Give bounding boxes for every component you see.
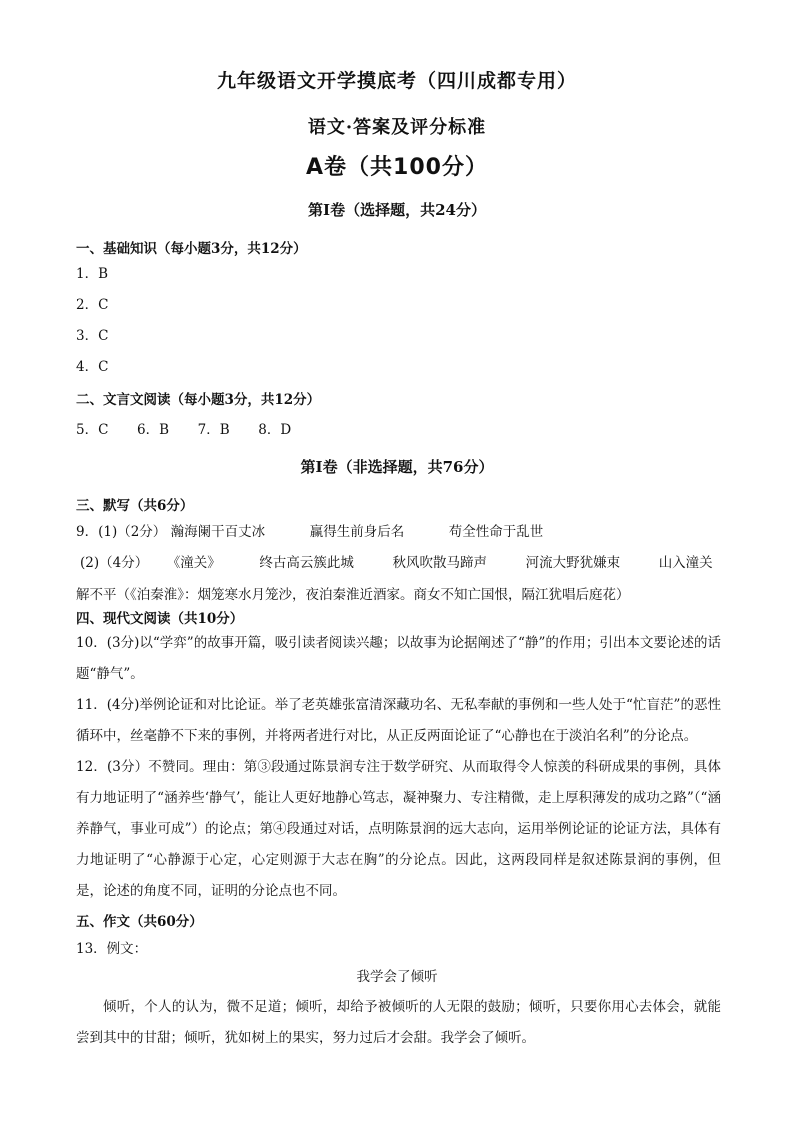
q12-answer: 12．(3分）不赞同。理由：第③段通过陈景润专注于数学研究、从而取得令人惊羡的科研成果的事例，具体有力地证明了“涵养些‘静气’，能让人更好地静心笃志，凝神聚力、专注精微，走上厚积薄发的成功之路”（“涵养静气，事业可成”）的论点；第④段通过对话，点明陈景润的远大志向，运用举例论证的论证方法，具体有力地证明了“心静源于心定，心定则源于大志在胸”的分论点。因此，这两段同样是叙述陈景润的事例，但是，论述的角度不同，证明的分论点也不同。 bbox=[76, 759, 721, 899]
answer-2: 2．C bbox=[76, 297, 109, 313]
q9-2-answer-c: 秋风吹散马蹄声 bbox=[392, 555, 487, 571]
q9-2-continuation: 解不平（《泊秦淮》：烟笼寒水月笼沙，夜泊秦淮近酒家。商女不知亡国恨，隔江犹唱后庭花） bbox=[76, 587, 630, 603]
q9-2-label: (2)（4分） bbox=[80, 555, 149, 571]
q10-answer: 10．(3分)以“学弈”的故事开篇，吸引读者阅读兴趣；以故事为论据阐述了“静”的作用；引出本文要论述的话题“静气”。 bbox=[76, 635, 721, 682]
q9-1-row bbox=[76, 520, 543, 540]
q13-label: 13．例文： bbox=[76, 941, 148, 957]
answer-6: 6．B bbox=[137, 422, 170, 438]
section1-heading: 一、基础知识（每小题3分，共12分） bbox=[76, 241, 307, 257]
section3-heading: 三、默写（共6分） bbox=[76, 498, 194, 514]
answers-5-8 bbox=[76, 418, 291, 438]
answer-7: 7．B bbox=[197, 422, 230, 438]
part2-title: 第Ⅰ卷（非选择题，共76分） bbox=[300, 458, 494, 476]
q9-1-answer-c: 苟全性命于乱世 bbox=[448, 524, 544, 540]
answer-5: 5．C bbox=[76, 422, 109, 438]
q9-2-answer-d: 河流大野犹嫌束 bbox=[525, 555, 621, 571]
section5-heading: 五、作文（共60分） bbox=[76, 914, 203, 930]
q9-2-answer-e: 山入潼关 bbox=[658, 555, 713, 571]
q9-1-label: 9．(1)（2分） bbox=[76, 524, 167, 540]
q9-1-answer-b: 赢得生前身后名 bbox=[309, 524, 405, 540]
essay-title: 我学会了倾听 bbox=[356, 969, 438, 985]
answer-8: 8．D bbox=[258, 422, 292, 438]
volume-title: A卷（共100分） bbox=[306, 155, 488, 180]
exam-title: 九年级语文开学摸底考（四川成都专用） bbox=[216, 70, 577, 92]
answer-4: 4．C bbox=[76, 359, 109, 375]
q9-2-row bbox=[80, 551, 713, 571]
answer-3: 3．C bbox=[76, 328, 109, 344]
q11-answer: 11．(4分)举例论证和对比论证。举了老英雄张富清深藏功名、无私奉献的事例和一些人处于“忙盲茫”的恶性循环中，丝毫静不下来的事例，并将两者进行对比，从正反两面论证了“心静也在于淡泊名利”的分论点。 bbox=[76, 697, 721, 744]
section4-heading: 四、现代文阅读（共10分） bbox=[76, 611, 244, 627]
answer-1: 1．B bbox=[76, 266, 109, 282]
q9-1-answer-a: 瀚海阑干百丈冰 bbox=[170, 524, 266, 540]
exam-subtitle: 语文·答案及评分标准 bbox=[307, 117, 487, 138]
part1-title: 第Ⅰ卷（选择题，共24分） bbox=[308, 201, 486, 219]
essay-paragraph-1: 倾听，个人的认为，微不足道；倾听，却给予被倾听的人无限的鼓励；倾听，只要你用心去体会，就能尝到其中的甘甜；倾听，犹如树上的果实，努力过后才会甜。我学会了倾听。 bbox=[76, 999, 721, 1046]
q9-2-answer-b: 终古高云簇此城 bbox=[259, 555, 354, 571]
q9-2-answer-a: 《潼关》 bbox=[166, 555, 221, 571]
section2-heading: 二、文言文阅读（每小题3分，共12分） bbox=[76, 392, 321, 408]
